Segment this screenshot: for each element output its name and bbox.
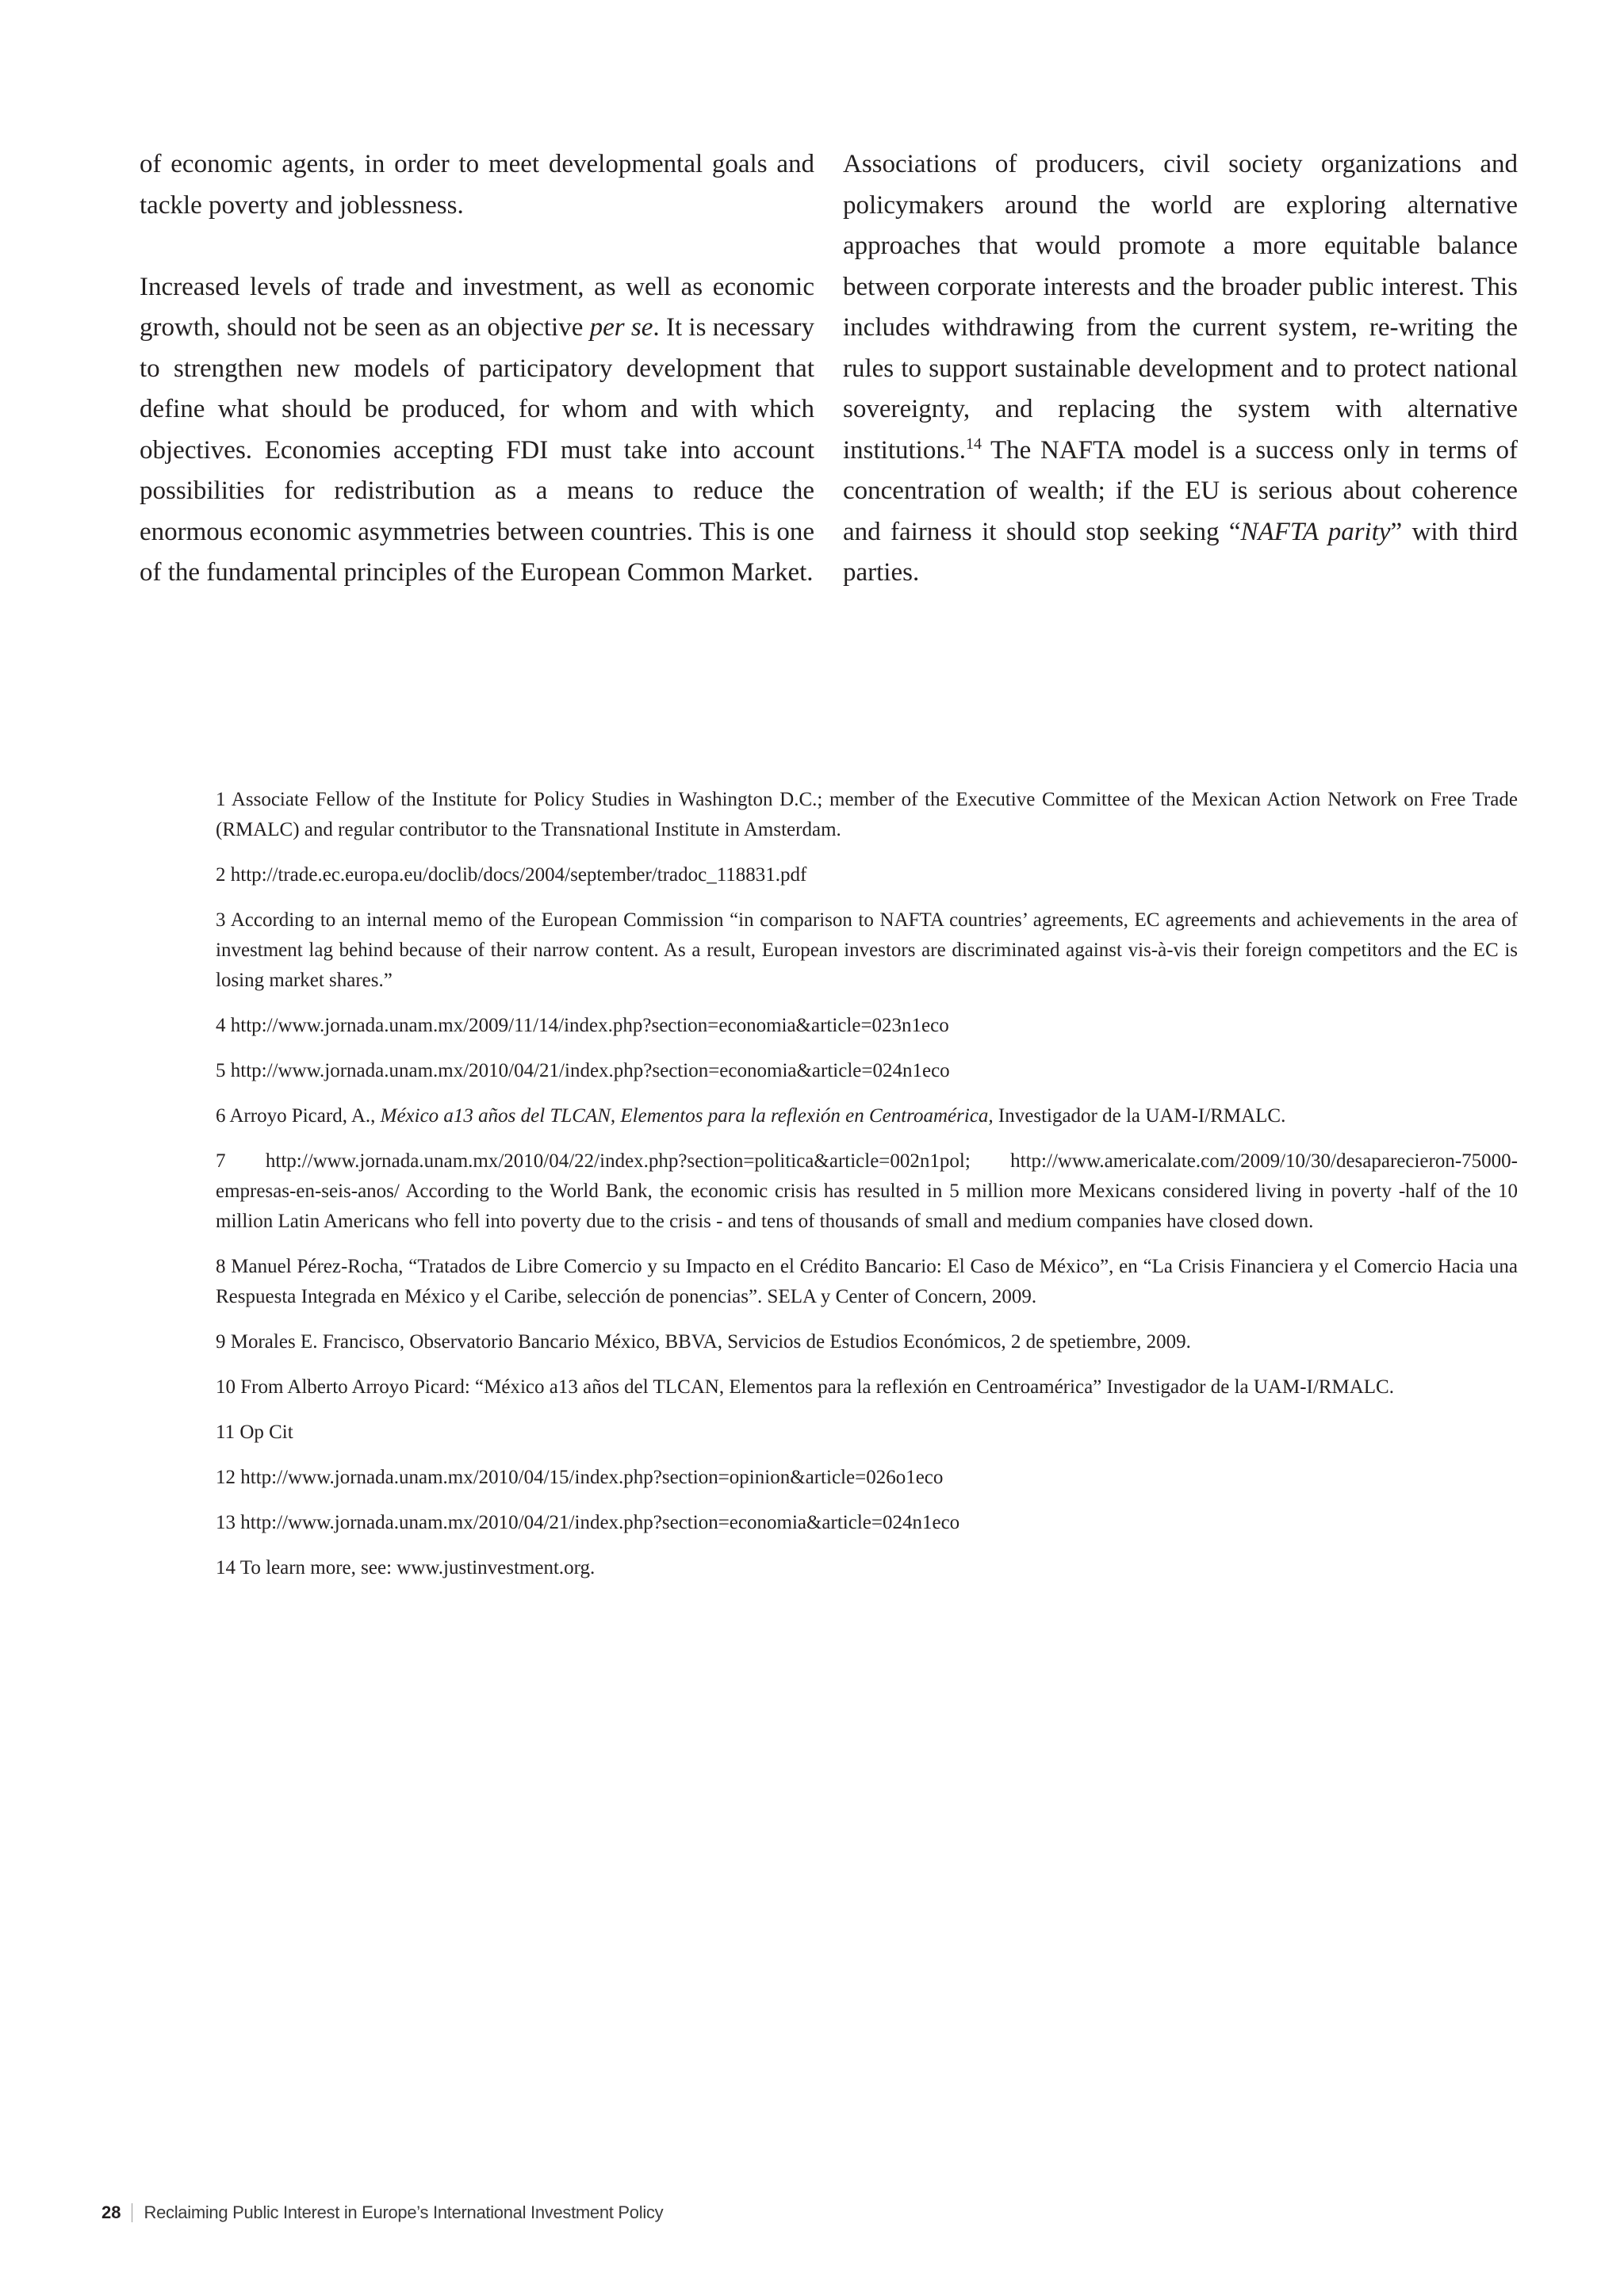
left-paragraph-2-italic: per se [589, 313, 653, 342]
left-paragraph-1: of economic agents, in order to meet developmental goals and tackle poverty and joblessness. [140, 150, 814, 220]
footnote-14: 14 To learn more, see: www.justinvestment.org. [216, 1557, 596, 1578]
footnote-1: 1 Associate Fellow of the Institute for Policy Studies in Washington D.C.; member of the Executive Committee of the Mexican Action Network on Free Trade (RMALC) and regular contributor to the Transnational Institute in Amsterdam. [216, 789, 1518, 840]
left-paragraph-2-text-a: Increased levels of trade and investment, as well as economic growth, should not be seen as an objective [140, 272, 814, 342]
left-paragraph-2 [140, 267, 814, 594]
footnote-5: 5 http://www.jornada.unam.mx/2010/04/21/index.php?section=economia&article=024n1eco [216, 1060, 950, 1081]
page-number: 28 [102, 2202, 121, 2222]
footnote-7: 7 http://www.jornada.unam.mx/2010/04/22/index.php?section=politica&article=002n1pol; http://www.americalate.com/2009/10/30/desaparecieron-75000-empresas-en-seis-anos/ According to the World Bank, the economic crisis has resulted in 5 million more Mexicans considered living in poverty -half of the 10 million Latin Americans who fell into poverty due to the crisis - and tens of thousands of small and medium companies have closed down. [216, 1150, 1518, 1232]
publication-title: Reclaiming Public Interest in Europe’s International Investment Policy [144, 2202, 664, 2222]
footnote-6-text-b: Investigador de la UAM-I/RMALC. [993, 1105, 1286, 1127]
left-paragraph-2-text-b: . It is necessary to strengthen new models of participatory development that define what should be produced, for whom and with which objectives. Economies accepting FDI must take into account possibilities for redistribution as a means to reduce the enormous economic asymmetries between countries. This is one of the fundamental principles of the European Common Market. [140, 313, 814, 587]
footnote-8: 8 Manuel Pérez-Rocha, “Tratados de Libre Comercio y su Impacto en el Crédito Bancario: El Caso de México”, en “La Crisis Financiera y el Comercio Hacia una Respuesta Integrada en México y el Caribe, selección de ponencias”. SELA y Center of Concern, 2009. [216, 1256, 1518, 1307]
footnote-12: 12 http://www.jornada.unam.mx/2010/04/15/index.php?section=opinion&article=026o1eco [216, 1467, 944, 1488]
footnote-6 [216, 1101, 1518, 1131]
right-paragraph-1-text-b: The NAFTA model is a success only in terms of concentration of wealth; if the EU is serious about coherence and fairness it should stop seeking “ [843, 435, 1518, 546]
footnote-6-text-a: 6 Arroyo Picard, A., [216, 1105, 381, 1127]
right-paragraph-1 [843, 144, 1518, 594]
footnote-13: 13 http://www.jornada.unam.mx/2010/04/21/index.php?section=economia&article=024n1eco [216, 1512, 960, 1533]
page-footer [102, 2202, 663, 2223]
footnote-3: 3 According to an internal memo of the European Commission “in comparison to NAFTA countries’ agreements, EC agreements and achievements in the area of investment lag behind because of their narrow content. As a result, European investors are discriminated against vis-à-vis their foreign competitors and the EC is losing market shares.” [216, 909, 1518, 991]
right-paragraph-1-text-c: ” with third parties. [843, 517, 1518, 587]
body-columns [140, 144, 1518, 594]
footnotes [216, 785, 1518, 1598]
footnote-10: 10 From Alberto Arroyo Picard: “México a13 años del TLCAN, Elementos para la reflexión en Centroamérica” Investigador de la UAM-I/RMALC. [216, 1376, 1394, 1398]
right-column [843, 144, 1518, 594]
footnote-4: 4 http://www.jornada.unam.mx/2009/11/14/index.php?section=economia&article=023n1eco [216, 1015, 949, 1036]
left-column [140, 144, 814, 594]
right-paragraph-1-text-a: Associations of producers, civil society organizations and policymakers around the world are exploring alternative approaches that would promote a more equitable balance between corporate interests and the broader public interest. This includes withdrawing from the current system, re-writing the rules to support sustainable development and to protect national sovereignty, and replacing the system with alternative institutions. [843, 150, 1518, 465]
right-paragraph-1-italic: NAFTA parity [1240, 517, 1391, 546]
footnote-2: 2 http://trade.ec.europa.eu/doclib/docs/2004/september/tradoc_118831.pdf [216, 864, 807, 886]
footnote-6-italic: México a13 años del TLCAN, Elementos para la reflexión en Centroamérica, [380, 1105, 994, 1127]
footnote-11: 11 Op Cit [216, 1422, 293, 1443]
footnote-ref-14: 14 [965, 434, 982, 453]
footnote-9: 9 Morales E. Francisco, Observatorio Bancario México, BBVA, Servicios de Estudios Económicos, 2 de spetiembre, 2009. [216, 1331, 1191, 1353]
